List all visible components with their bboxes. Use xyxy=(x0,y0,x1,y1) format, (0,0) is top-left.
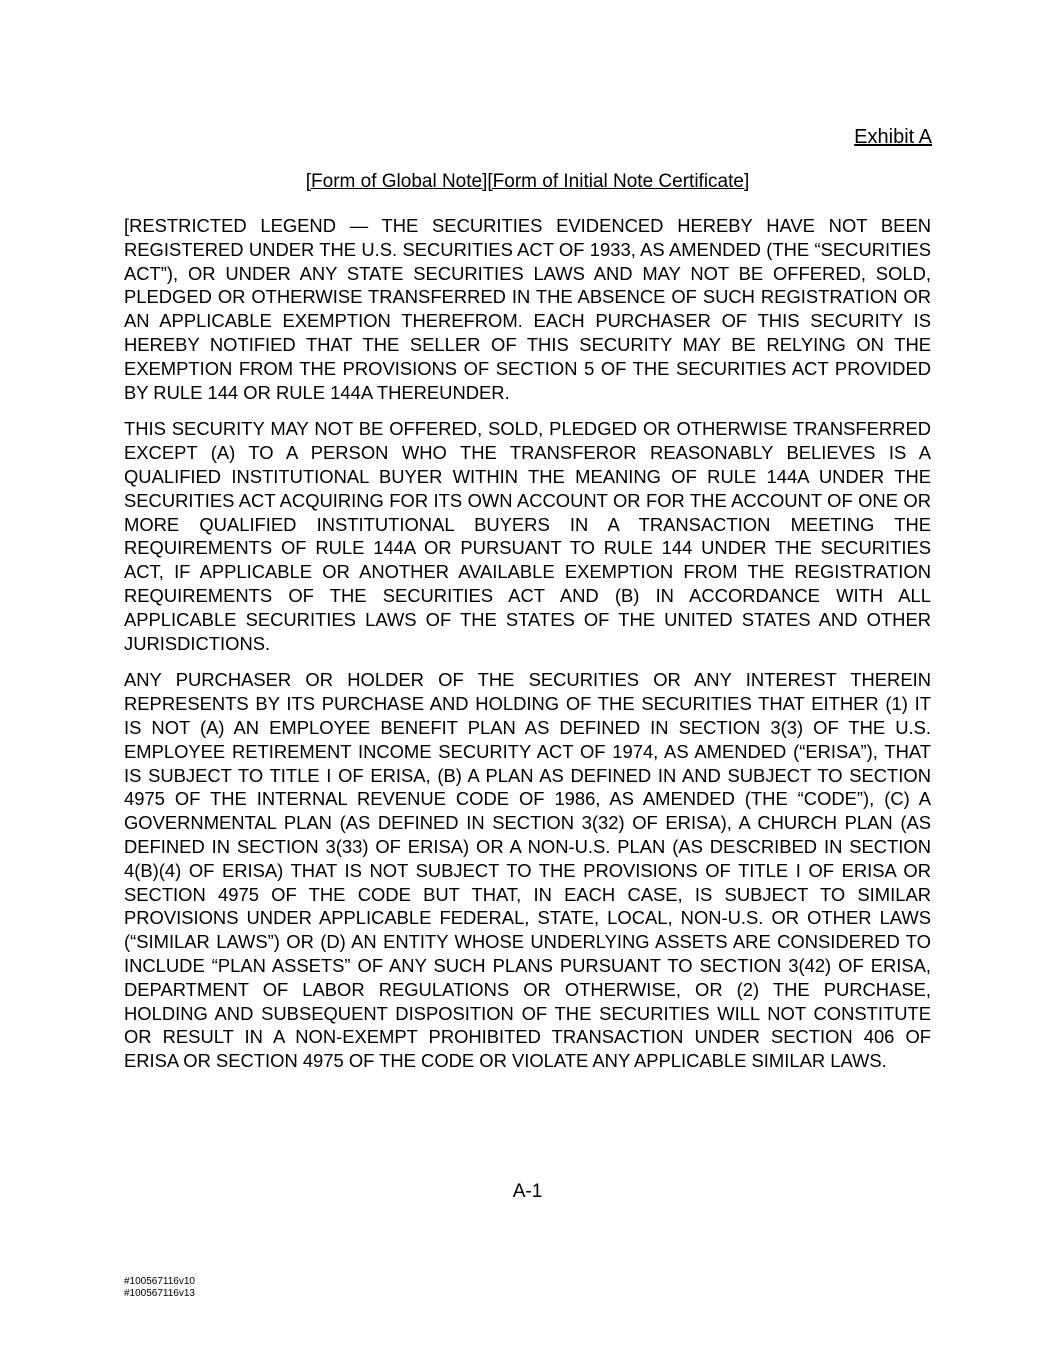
erisa-paragraph: ANY PURCHASER OR HOLDER OF THE SECURITIES OR ANY INTEREST THEREIN REPRESENTS BY ITS PURCHASE AND HOLDING OF THE SECURITIES THAT EITHER (1) IT IS NOT (A) AN EMPLOYEE BENEFIT PLAN AS DEFINED IN SECTION 3(3) OF THE U.S. EMPLOYEE RETIREMENT INCOME SECURITY ACT OF 1974, AS AMENDED (“ERISA”), THAT IS SUBJECT TO TITLE I OF ERISA, (B) A PLAN AS DEFINED IN AND SUBJECT TO SECTION 4975 OF THE INTERNAL REVENUE CODE OF 1986, AS AMENDED (THE “CODE”), (C) A GOVERNMENTAL PLAN (AS DEFINED IN SECTION 3(32) OF ERISA), A CHURCH PLAN (AS DEFINED IN SECTION 3(33) OF ERISA) OR A NON-U.S. PLAN (AS DESCRIBED IN SECTION 4(B)(4) OF ERISA) THAT IS NOT SUBJECT TO THE PROVISIONS OF TITLE I OF ERISA OR SECTION 4975 OF THE CODE BUT THAT, IN EACH CASE, IS SUBJECT TO SIMILAR PROVISIONS UNDER APPLICABLE FEDERAL, STATE, LOCAL, NON-U.S. OR OTHER LAWS (“SIMILAR LAWS”) OR (D) AN ENTITY WHOSE UNDERLYING ASSETS ARE CONSIDERED TO INCLUDE “PLAN ASSETS” OF ANY SUCH PLANS PURSUANT TO SECTION 3(42) OF ERISA, DEPARTMENT OF LABOR REGULATIONS OR OTHERWISE, OR (2) THE PURCHASE, HOLDING AND SUBSEQUENT DISPOSITION OF THE SECURITIES WILL NOT CONSTITUTE OR RESULT IN A NON-EXEMPT PROHIBITED TRANSACTION UNDER SECTION 406 OF ERISA OR SECTION 4975 OF THE CODE OR VIOLATE ANY APPLICABLE SIMILAR LAWS. xyxy=(124,669,931,1072)
exhibit-label: Exhibit A xyxy=(854,126,932,148)
document-id: #100567116v13 xyxy=(124,1288,195,1299)
form-title-text: [Form of Global Note][Form of Initial Note Certificate] xyxy=(305,171,750,192)
transfer-restriction-paragraph: THIS SECURITY MAY NOT BE OFFERED, SOLD, PLEDGED OR OTHERWISE TRANSFERRED EXCEPT (A) TO A PERSON WHO THE TRANSFEROR REASONABLY BELIEVES IS A QUALIFIED INSTITUTIONAL BUYER WITHIN THE MEANING OF RULE 144A UNDER THE SECURITIES ACT ACQUIRING FOR ITS OWN ACCOUNT OR FOR THE ACCOUNT OF ONE OR MORE QUALIFIED INSTITUTIONAL BUYERS IN A TRANSACTION MEETING THE REQUIREMENTS OF RULE 144A OR PURSUANT TO RULE 144 UNDER THE SECURITIES ACT, IF APPLICABLE OR ANOTHER AVAILABLE EXEMPTION FROM THE REGISTRATION REQUIREMENTS OF THE SECURITIES ACT AND (B) IN ACCORDANCE WITH ALL APPLICABLE SECURITIES LAWS OF THE STATES OF THE UNITED STATES AND OTHER JURISDICTIONS. xyxy=(124,418,931,654)
document-ids xyxy=(124,1276,195,1300)
page-number: A-1 xyxy=(512,1181,543,1202)
restricted-legend-paragraph: [RESTRICTED LEGEND — THE SECURITIES EVIDENCED HEREBY HAVE NOT BEEN REGISTERED UNDER THE U.S. SECURITIES ACT OF 1933, AS AMENDED (THE “SECURITIES ACT”), OR UNDER ANY STATE SECURITIES LAWS AND MAY NOT BE OFFERED, SOLD, PLEDGED OR OTHERWISE TRANSFERRED IN THE ABSENCE OF SUCH REGISTRATION OR AN APPLICABLE EXEMPTION THEREFROM. EACH PURCHASER OF THIS SECURITY IS HEREBY NOTIFIED THAT THE SELLER OF THIS SECURITY MAY BE RELYING ON THE EXEMPTION FROM THE PROVISIONS OF SECTION 5 OF THE SECURITIES ACT PROVIDED BY RULE 144 OR RULE 144A THEREUNDER. xyxy=(124,215,931,403)
legend-body xyxy=(124,214,931,1086)
form-title xyxy=(0,170,1055,194)
document-id: #100567116v10 xyxy=(124,1276,195,1287)
